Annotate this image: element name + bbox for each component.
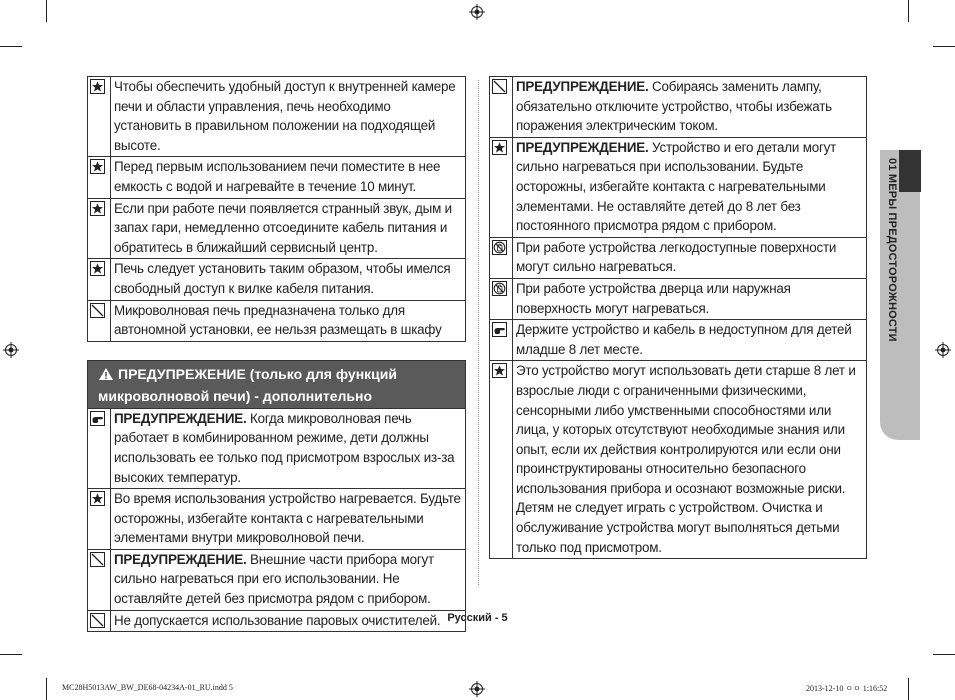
item-icon-cell [88, 300, 111, 341]
list-item [88, 549, 466, 610]
item-body: Если при работе печи появляется странный звук, дым и запах гари, немедленно отсоедините кабель питания и обратитесь в ближайший сервисный центр. [114, 200, 452, 255]
item-icon-cell [88, 77, 111, 157]
registration-mark-icon [469, 4, 485, 20]
item-body: Не допускается использование паровых очистителей. [114, 612, 441, 628]
item-text [513, 278, 867, 319]
item-text [111, 157, 466, 198]
star-icon [90, 201, 105, 216]
star-icon [90, 79, 105, 94]
item-text [111, 259, 466, 300]
list-item [88, 157, 466, 198]
item-body: Перед первым использованием печи поместите в нее емкость с водой и нагревайте в течение 10 минут. [114, 159, 441, 194]
item-text [111, 198, 466, 259]
left-items-table [87, 76, 466, 342]
list-item [88, 300, 466, 341]
warning-header [87, 360, 466, 408]
item-text [111, 300, 466, 341]
list-item [490, 361, 867, 559]
item-lead: ПРЕДУПРЕЖДЕНИЕ. [516, 79, 649, 94]
item-icon-cell [490, 361, 513, 559]
crop-mark [908, 678, 909, 700]
item-icon-cell [88, 157, 111, 198]
item-icon-cell [88, 198, 111, 259]
list-item [88, 198, 466, 259]
item-text [111, 77, 466, 157]
crop-mark [46, 678, 47, 700]
item-body: При работе устройства дверца или наружная поверхность могут нагреваться. [516, 280, 791, 316]
section-tab-label: 01 МЕРЫ ПРЕДОСТОРОЖНОСТИ [886, 158, 898, 342]
list-item [88, 489, 466, 550]
item-body: Печь следует установить таким образом, чтобы имелся свободный доступ к вилке кабеля питания. [114, 261, 451, 296]
prohibited-icon [492, 79, 507, 94]
hand-icon [90, 411, 105, 426]
item-icon-cell [88, 489, 111, 550]
page-number: Русский - 5 [447, 612, 508, 624]
list-item [490, 237, 867, 278]
crop-mark [0, 46, 22, 47]
item-icon-cell [490, 237, 513, 278]
item-body: Это устройство могут использовать дети старше 8 лет и взрослые люди с ограниченными физическими, сенсорными либо умственными способностями или лица, у которых отсутствуют необходимые знания или опыт, если их действия контролируются или если они проинструктированы относительно безопасного использования прибора и осознают возможные риски. Детям не следует играть с устройством. Очистка и обслуживание устройства могут выполняться детьми только под присмотром. [516, 363, 856, 555]
crop-mark [933, 46, 955, 47]
list-item [490, 278, 867, 319]
item-lead: ПРЕДУПРЕЖДЕНИЕ. [114, 410, 247, 426]
item-body: Когда микроволновая печь работает в комбинированном режиме, дети должны использовать ее только под присмотром взрослых из-за высоких температур. [114, 410, 455, 485]
star-icon [90, 491, 105, 506]
item-body: Во время использования устройство нагревается. Будьте осторожны, избегайте контакта с нагревательными элементами внутри микроволновой печи. [114, 491, 461, 546]
star-icon [90, 159, 105, 174]
left-column [87, 76, 466, 632]
item-text [513, 361, 867, 559]
star-icon [492, 140, 507, 155]
no-touch-icon [492, 281, 507, 296]
list-item [490, 77, 867, 138]
item-icon-cell [88, 259, 111, 300]
gutter-line [478, 80, 479, 585]
item-icon-cell [490, 278, 513, 319]
crop-mark [46, 0, 47, 22]
item-text [111, 549, 466, 610]
list-item [88, 77, 466, 157]
hand-icon [492, 322, 507, 337]
item-text [111, 489, 466, 550]
warning-header-text: ПРЕДУПРЕЖЕНИЕ (только для функций микроволновой печи) - дополнительно [98, 365, 397, 404]
item-body: Собираясь заменить лампу, обязательно отключите устройство, чтобы избежать поражения электрическим током. [516, 79, 832, 134]
item-body: Устройство и его детали могут сильно нагреваться при использовании. Будьте осторожны, избегайте контакта с нагревательными элементами. Не оставляйте детей до 8 лет без постоянного присмотра рядом с прибором. [516, 139, 837, 234]
list-item [88, 259, 466, 300]
right-column [489, 76, 867, 559]
prohibited-icon [90, 552, 105, 567]
item-icon-cell [490, 137, 513, 237]
list-item [490, 137, 867, 237]
crop-mark [908, 0, 909, 22]
item-text [513, 137, 867, 237]
item-body: Внешние части прибора могут сильно нагреваться при его использовании. Не оставляйте детей без присмотра рядом с прибором. [114, 551, 434, 607]
item-body: Чтобы обеспечить удобный доступ к внутренней камере печи и области управления, печь необходимо установить в правильном положении на подходящей высоте. [114, 79, 456, 153]
warning-items-table [87, 408, 466, 633]
item-text [513, 77, 867, 138]
file-slug: MC28H5013AW_BW_DE68-04234A-01_RU.indd 5 [62, 683, 233, 692]
star-icon [492, 363, 507, 378]
crop-mark [0, 654, 22, 655]
registration-mark-icon [935, 342, 951, 358]
item-lead: ПРЕДУПРЕЖДЕНИЕ. [114, 551, 247, 567]
registration-mark-icon [469, 681, 485, 697]
item-body: Держите устройство и кабель в недоступном для детей младше 8 лет месте. [516, 322, 852, 357]
item-text [513, 320, 867, 361]
item-lead: ПРЕДУПРЕЖДЕНИЕ. [516, 139, 649, 155]
item-icon-cell [490, 77, 513, 138]
crop-mark [933, 654, 955, 655]
item-icon-cell [88, 549, 111, 610]
right-items-table [489, 76, 867, 559]
no-touch-icon [492, 240, 507, 255]
list-item [490, 320, 867, 361]
star-icon [90, 261, 105, 276]
item-icon-cell [88, 408, 111, 488]
list-item [88, 408, 466, 488]
item-body: При работе устройства легкодоступные поверхности могут сильно нагреваться. [516, 239, 837, 275]
item-body: Микроволновая печь предназначена только для автономной установки, ее нельзя размещать в шкафу [114, 302, 442, 338]
item-icon-cell [490, 320, 513, 361]
date-slug: 2013-12-10 ㅇㅇ 1:16:52 [806, 684, 888, 693]
section-tab-marker [899, 150, 921, 192]
registration-mark-icon [3, 342, 19, 358]
warning-triangle-icon [98, 366, 114, 386]
item-text [111, 408, 466, 488]
prohibited-icon [90, 303, 105, 318]
item-text [513, 237, 867, 278]
